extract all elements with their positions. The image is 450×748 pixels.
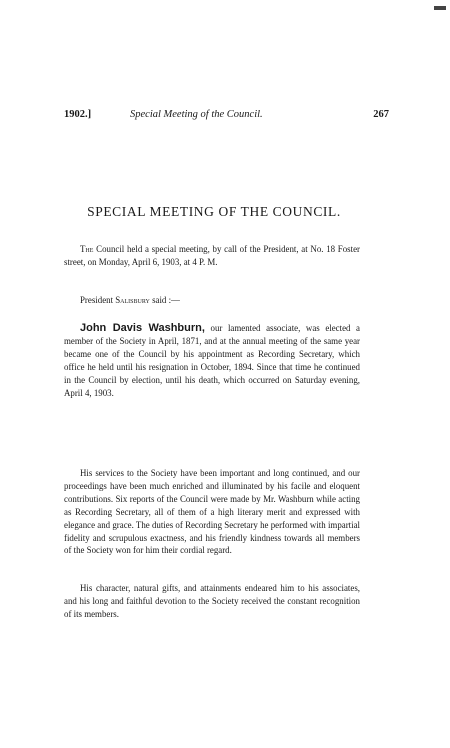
header-title: Special Meeting of the Council. xyxy=(130,109,263,120)
running-head xyxy=(64,108,389,122)
speaker-name: Salisbury xyxy=(115,295,150,305)
speaker-suffix: said :— xyxy=(152,295,180,305)
page-number: 267 xyxy=(373,109,389,120)
paragraph-1-lead-name: John Davis Washburn, xyxy=(80,322,205,334)
paragraph-3: His character, natural gifts, and attainments endeared him to his associates, and his long and faithful devotion to the Society received the constant recognition of its members. xyxy=(64,583,360,619)
corner-mark xyxy=(434,6,446,10)
page-title: SPECIAL MEETING OF THE COUNCIL. xyxy=(87,204,341,219)
speaker-prefix: President xyxy=(80,295,114,305)
paragraph-1-text: our lamented associate, was elected a member of the Society in April, 1871, and at the annual meeting of the same year became one of the Council by his appointment as Recording Secretary, which office he held until his resignation in October, 1894. Since that time he continued in the Council by election, until his death, which occurred on Saturday evening, April 4, 1903. xyxy=(64,323,360,398)
intro-paragraph xyxy=(64,243,360,269)
intro-text: Council held a special meeting, by call of the President, at No. 18 Foster street, on Monday, April 6, 1903, at 4 P. M. xyxy=(64,244,360,267)
paragraph-2: His services to the Society have been important and long continued, and our proceedings have been much enriched and illuminated by his facile and eloquent contributions. Six reports of the Council were made by Mr. Washburn while acting as Recording Secretary, all of them of a high literary merit and expressed with elegance and grace. The duties of Recording Secretary he performed with impartial fidelity and scrupulous exactness, and his friendly kindness towards all members of the Society won for him their cordial regard. xyxy=(64,468,360,556)
paragraph-1 xyxy=(64,322,360,399)
header-year: 1902.] xyxy=(64,109,92,120)
speaker-line xyxy=(64,294,360,307)
intro-lead-word: The xyxy=(80,244,94,254)
